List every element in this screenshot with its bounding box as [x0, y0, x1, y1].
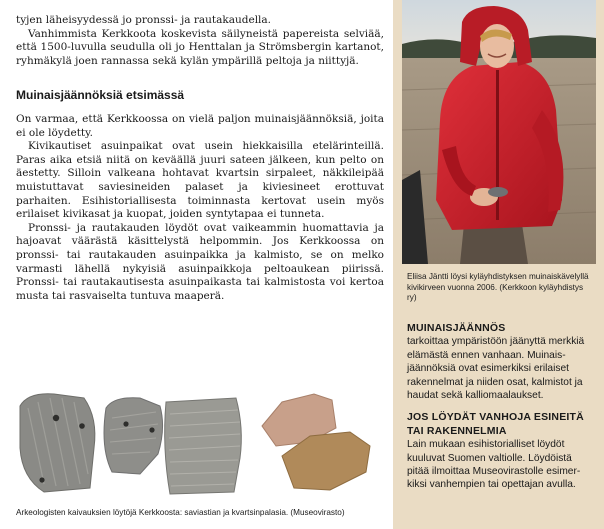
heading-finds: JOS LÖYDÄT VANHOJA ESINEITÄ TAI RAKENNELMIA: [407, 411, 584, 437]
main-text-column: [16, 14, 384, 303]
artifacts-photo: [14, 388, 384, 498]
artifacts-illustration: [14, 388, 384, 498]
paragraph-remains: On varmaa, että Kerkkoossa on vielä paljon muinaisjäännöksiä, joita ei ole löydetty.: [16, 112, 384, 139]
paragraph-history: Vanhimmista Kerkkoota koskevista säilyneistä papereista selviää, että 1500-luvulla seudulla oli jo Henttalan ja Strömsbergin kartanot, ryhmäkylä joen rannassa sekä kylän ympärillä peltoja ja niittyjä.: [16, 27, 384, 67]
heading-muinaisjaannos: MUINAISJÄÄNNÖS: [407, 322, 506, 334]
text-finds: Lain mukaan esihistorialliset löydöt kuuluvat Suomen valtiolle. Löydöistä pitää ilmoittaa Museovirastolle esimerkiksi vanhempien tai opettajan avulla.: [407, 439, 581, 491]
photo-illustration: [402, 0, 596, 264]
paragraph-intro-continued: tyjen läheisyydessä jo pronssi- ja rautakaudella.: [16, 14, 272, 26]
paragraph-stone-age: Kivikautiset asuinpaikat ovat usein hiekkaisilla etelärinteillä. Paras aika etsiä niitä on keväällä juuri sateen jälkeen, kun pelto on äestetty. Silloin valkeana hohtavat kvartsin sirpaleet, näkkileipää muistuttavat saviesineiden palaset ja kiviesineet erottuvat parhaiten. Esihistoriallisesta toiminnasta kertovat usein myös erilaiset kivikasat ja kuopat, joiden syntytapaa ei tunneta.: [16, 140, 384, 221]
sherd-1: [20, 394, 95, 492]
photo-woman-with-stone-axe: [402, 0, 596, 264]
artifacts-caption: Arkeologisten kaivauksien löytöjä Kerkkoosta: saviastian ja kvartsinpalasia. (Museovirasto): [16, 508, 345, 517]
section-heading: Muinaisjäännöksiä etsimässä: [16, 88, 185, 103]
sidebar-info-text: [407, 322, 595, 501]
text-muinaisjaannos: tarkoittaa ympäristöön jäänyttä merkkiä elämästä ennen vanhaan. Muinaisjäännöksiä ovat esimerkiksi erilaiset rakennelmat ja niiden osat, kalmistot ja haudat sekä kalliomaalaukset.: [407, 336, 585, 402]
sidebar-panel: [393, 0, 604, 529]
photo-caption: Eliisa Jäntti löysi kyläyhdistyksen muinaiskävelyllä kivikirveen vuonna 2006. (Kerkkoon kyläyhdistys ry): [407, 272, 589, 303]
sherd-3: [165, 398, 242, 494]
sherd-2: [104, 398, 163, 474]
paragraph-bronze-iron-age: Pronssi- ja rautakauden löydöt ovat vaikeammin huomattavia ja hajoavat väärästä käsittelystä helpommin. Jos Kerkkoossa on pronssi- tai rautakauden asuinpaikka ja kalmisto, se on melko varmasti lähellä nykyisiä asuinpaikkoja peltoaukean piirissä. Pronssi- tai rautakautisesta asuinpaikasta tai kalmistosta voi kertoa musta tai rasvaiselta tuntuva maaperä.: [16, 221, 384, 302]
